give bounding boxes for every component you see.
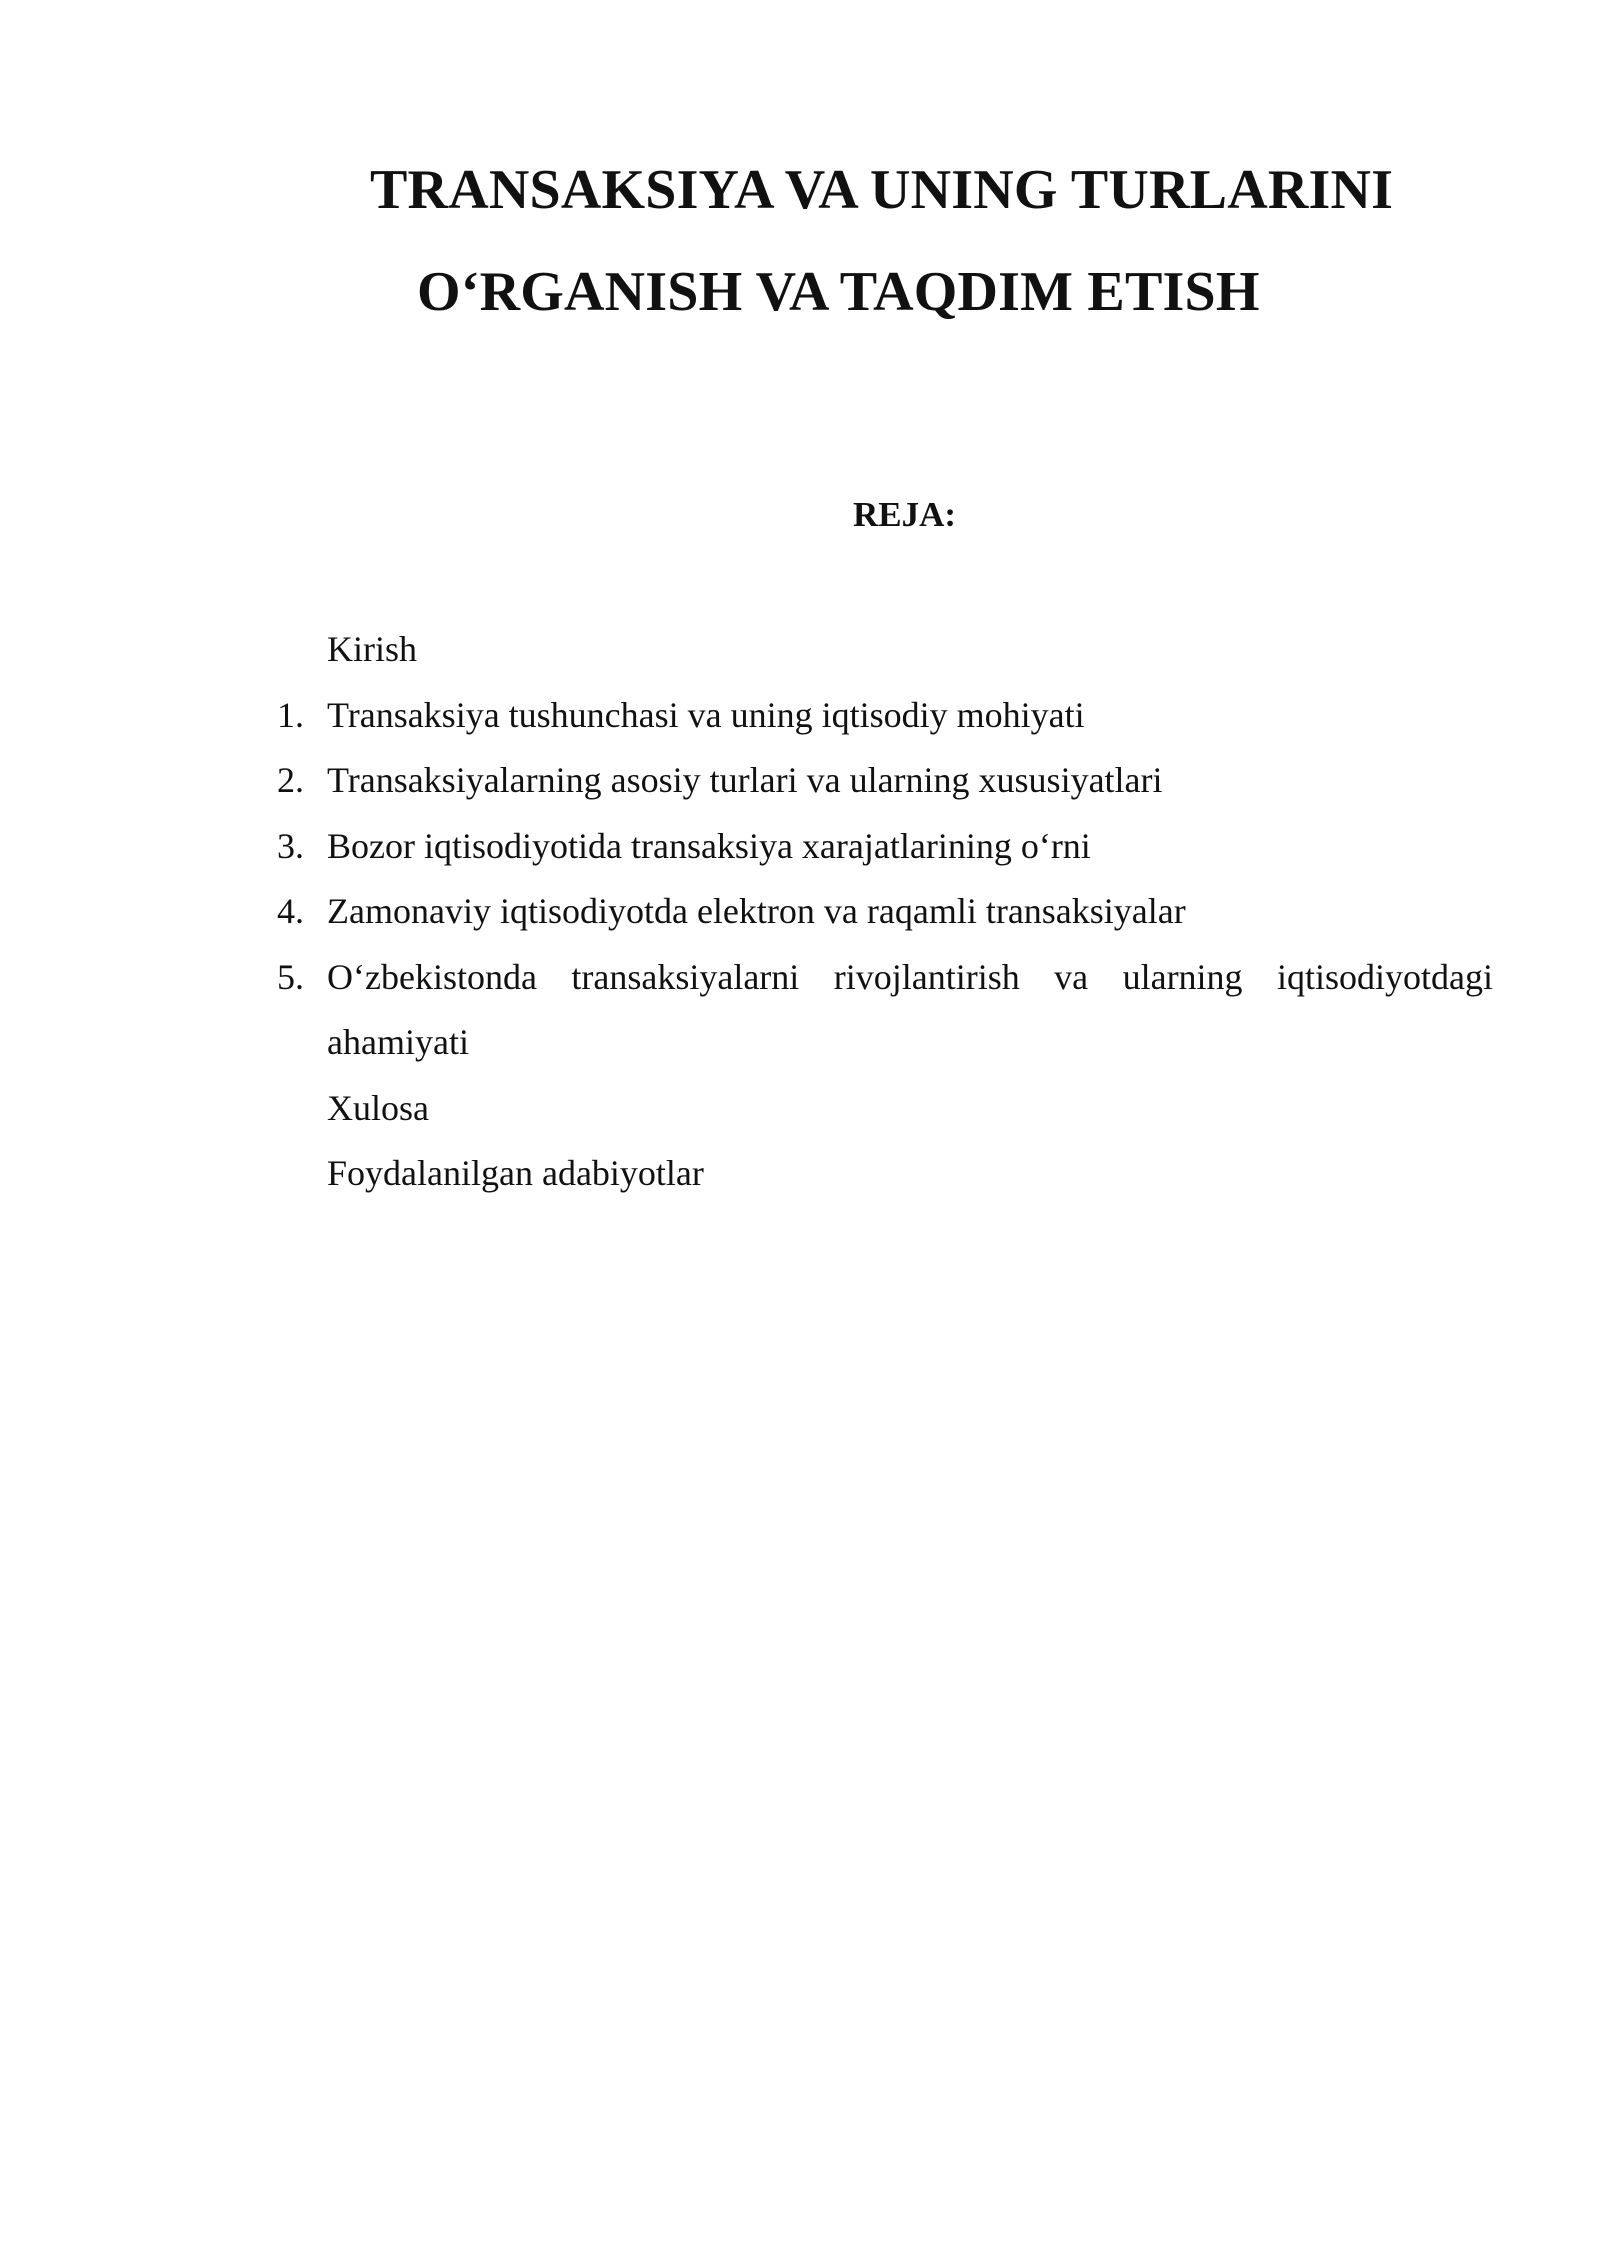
- plan-item-text: Bozor iqtisodiyotida transaksiya xarajatlarining o‘rni: [327, 825, 1091, 866]
- plan-item: [0, 945, 1600, 1076]
- plan-item-number: 5.: [277, 956, 304, 997]
- plan-item-text: Transaksiyalarning asosiy turlari va ularning xususiyatlari: [327, 760, 1163, 800]
- plan-item-text: Xulosa: [327, 1087, 429, 1128]
- plan-item: [0, 879, 1600, 945]
- document-title-line-1: TRANSAKSIYA VA UNING TURLARINI: [370, 159, 1394, 221]
- plan-item-text: Foydalanilgan adabiyotlar: [327, 1153, 704, 1193]
- plan-item: [0, 617, 1600, 683]
- plan-item-number: 2.: [277, 760, 304, 800]
- plan-item: [0, 814, 1600, 880]
- plan-item-text: O‘zbekistonda transaksiyalarni rivojlantirish va ularning iqtisodiyotdagi ahamiyati: [327, 956, 1493, 1062]
- plan-item: [0, 683, 1600, 749]
- plan-heading: REJA:: [853, 495, 957, 534]
- plan-item: [0, 1076, 1600, 1142]
- plan-list: [0, 617, 1600, 1207]
- plan-item: [0, 748, 1600, 814]
- plan-item-number: 4.: [277, 891, 304, 931]
- plan-item-text: Kirish: [327, 629, 417, 669]
- plan-item-text: Transaksiya tushunchasi va uning iqtisodiy mohiyati: [327, 694, 1085, 735]
- plan-item-number: 1.: [277, 694, 304, 735]
- document-title-line-2: O‘RGANISH VA TAQDIM ETISH: [417, 261, 1260, 323]
- plan-item: [0, 1141, 1600, 1207]
- plan-item-text: Zamonaviy iqtisodiyotda elektron va raqamli transaksiyalar: [327, 891, 1186, 931]
- plan-item-number: 3.: [277, 825, 304, 866]
